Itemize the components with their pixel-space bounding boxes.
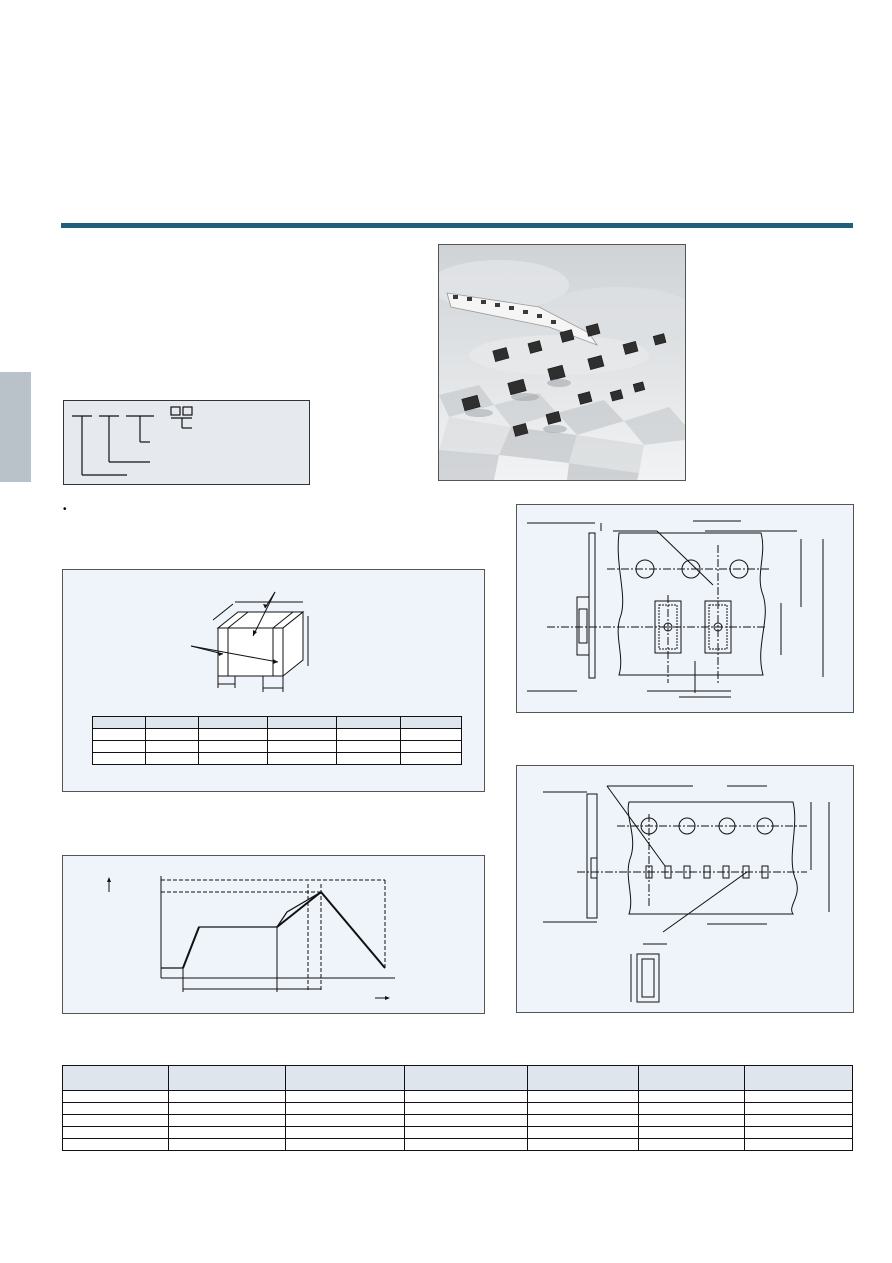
embossed-tape-drawing-icon	[517, 505, 853, 712]
table-row	[63, 1091, 853, 1103]
soldering-profile-panel	[62, 855, 485, 1014]
paper-tape-panel	[516, 765, 854, 1013]
bullet-marker: •	[63, 504, 67, 515]
table-row	[93, 741, 462, 753]
table-row	[63, 1103, 853, 1115]
table-row	[63, 1139, 853, 1151]
product-photo	[438, 244, 686, 481]
profile-chart-icon	[63, 856, 484, 1013]
part-number-breakdown	[63, 400, 310, 485]
table-row	[93, 753, 462, 765]
specification-table	[62, 1065, 853, 1151]
table-row	[63, 1115, 853, 1127]
header-rule	[61, 223, 853, 228]
embossed-tape-panel	[516, 504, 854, 713]
part-number-diagram-icon	[64, 401, 309, 484]
table-row	[63, 1127, 853, 1139]
section-tab	[0, 372, 31, 482]
chip-dimensions-panel	[62, 569, 485, 792]
table-header-row	[93, 717, 462, 729]
dimension-table	[92, 716, 462, 765]
chip-drawing-icon	[183, 580, 343, 700]
table-header-row	[63, 1066, 853, 1091]
table-row	[93, 729, 462, 741]
product-photo-image	[439, 245, 685, 480]
paper-tape-drawing-icon	[517, 766, 853, 1012]
